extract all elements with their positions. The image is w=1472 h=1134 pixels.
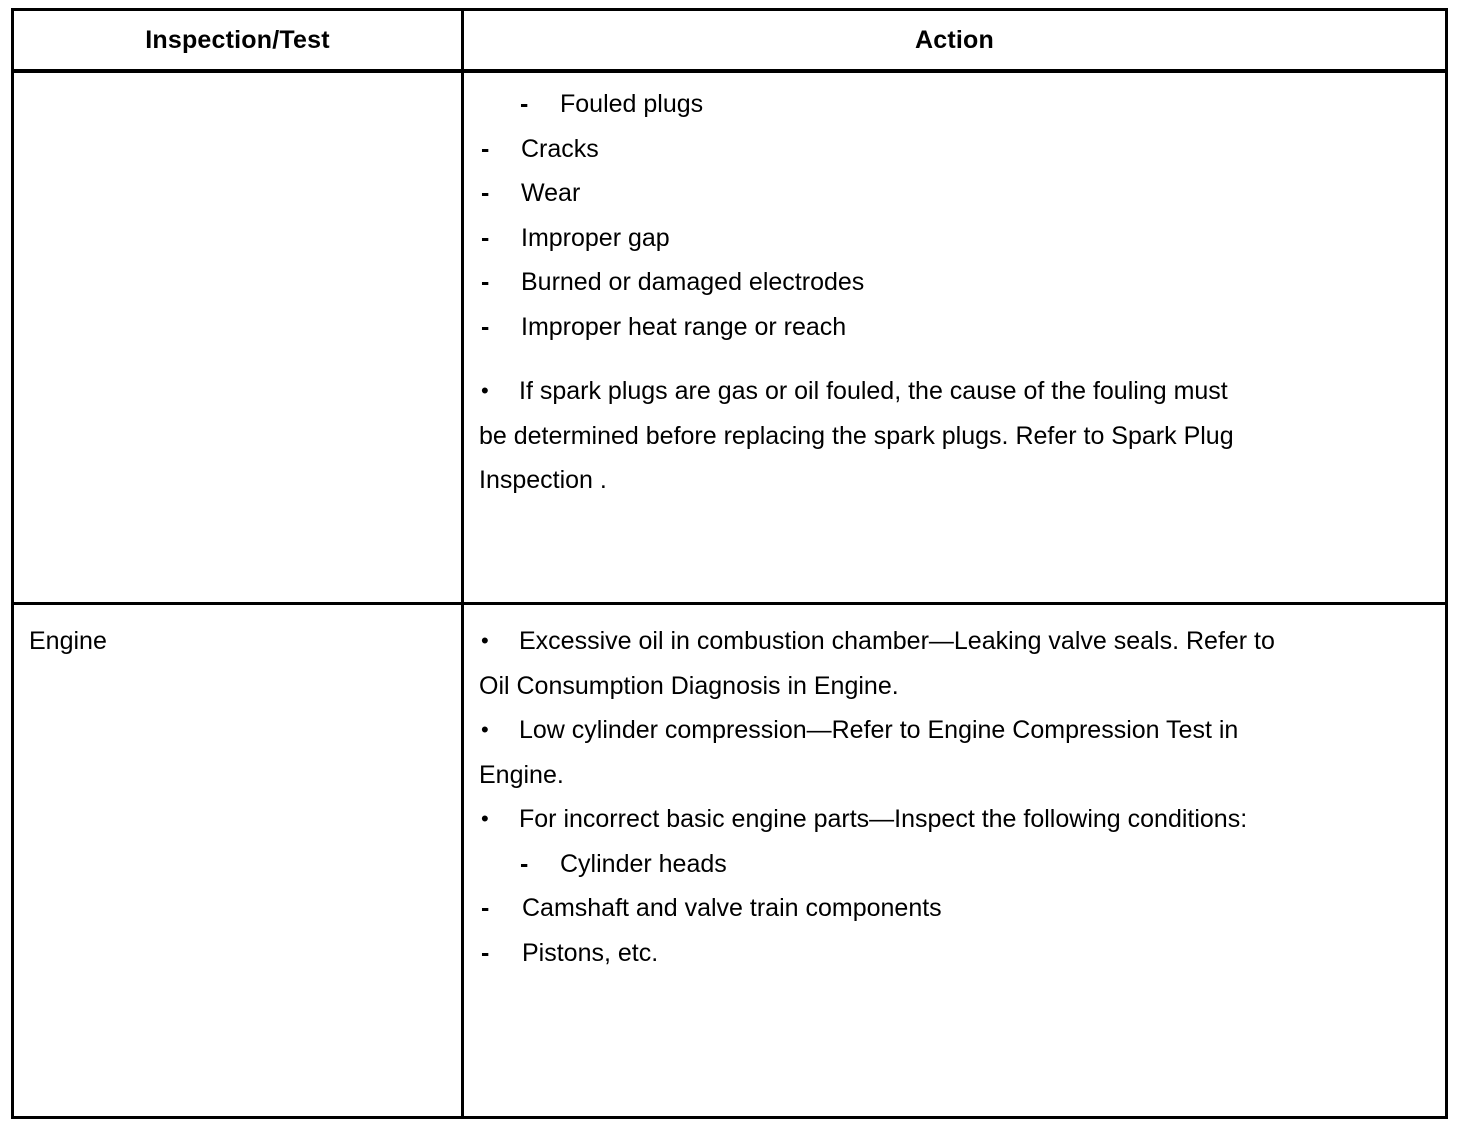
inspection-engine-label: Engine <box>29 627 107 655</box>
list-item: Camshaft and valve train components <box>522 894 942 922</box>
dash-marker: - <box>481 268 490 296</box>
paragraph-line: Excessive oil in combustion chamber—Leaking valve seals. Refer to <box>519 627 1275 655</box>
row-divider <box>12 602 1448 605</box>
dash-marker: - <box>481 313 490 341</box>
header-divider <box>12 69 1448 73</box>
table-border-right <box>1445 8 1448 1119</box>
dash-marker: - <box>520 90 529 118</box>
bullet-marker: • <box>481 378 489 403</box>
list-item: Improper gap <box>521 224 670 252</box>
paragraph-line: Engine. <box>479 761 564 789</box>
bullet-marker: • <box>481 806 489 831</box>
bullet-marker: • <box>481 717 489 742</box>
list-item: Improper heat range or reach <box>521 313 847 341</box>
header-inspection-test: Inspection/Test <box>145 25 330 54</box>
list-item: Cylinder heads <box>560 850 727 878</box>
paragraph-line: be determined before replacing the spark plugs. Refer to Spark Plug <box>479 422 1234 450</box>
dash-marker: - <box>481 939 490 967</box>
paragraph-line: Oil Consumption Diagnosis in Engine. <box>479 672 899 700</box>
dash-marker: - <box>481 135 490 163</box>
list-item: Fouled plugs <box>560 90 704 118</box>
column-divider <box>461 8 464 1119</box>
dash-marker: - <box>481 894 490 922</box>
list-item: Burned or damaged electrodes <box>521 268 865 296</box>
table-border-bottom <box>12 1116 1448 1119</box>
list-item: Wear <box>521 179 581 207</box>
header-action: Action <box>915 25 994 54</box>
dash-marker: - <box>520 850 529 878</box>
paragraph-line: Inspection . <box>479 466 607 494</box>
table-border-left <box>11 8 14 1119</box>
list-item: Cracks <box>521 135 599 163</box>
dash-marker: - <box>481 179 490 207</box>
list-item: Pistons, etc. <box>522 939 659 967</box>
paragraph-line: Low cylinder compression—Refer to Engine Compression Test in <box>519 716 1239 744</box>
paragraph-line: For incorrect basic engine parts—Inspect the following conditions: <box>519 805 1248 833</box>
dash-marker: - <box>481 224 490 252</box>
bullet-marker: • <box>481 628 489 653</box>
paragraph-line: If spark plugs are gas or oil fouled, the cause of the fouling must <box>519 377 1228 405</box>
